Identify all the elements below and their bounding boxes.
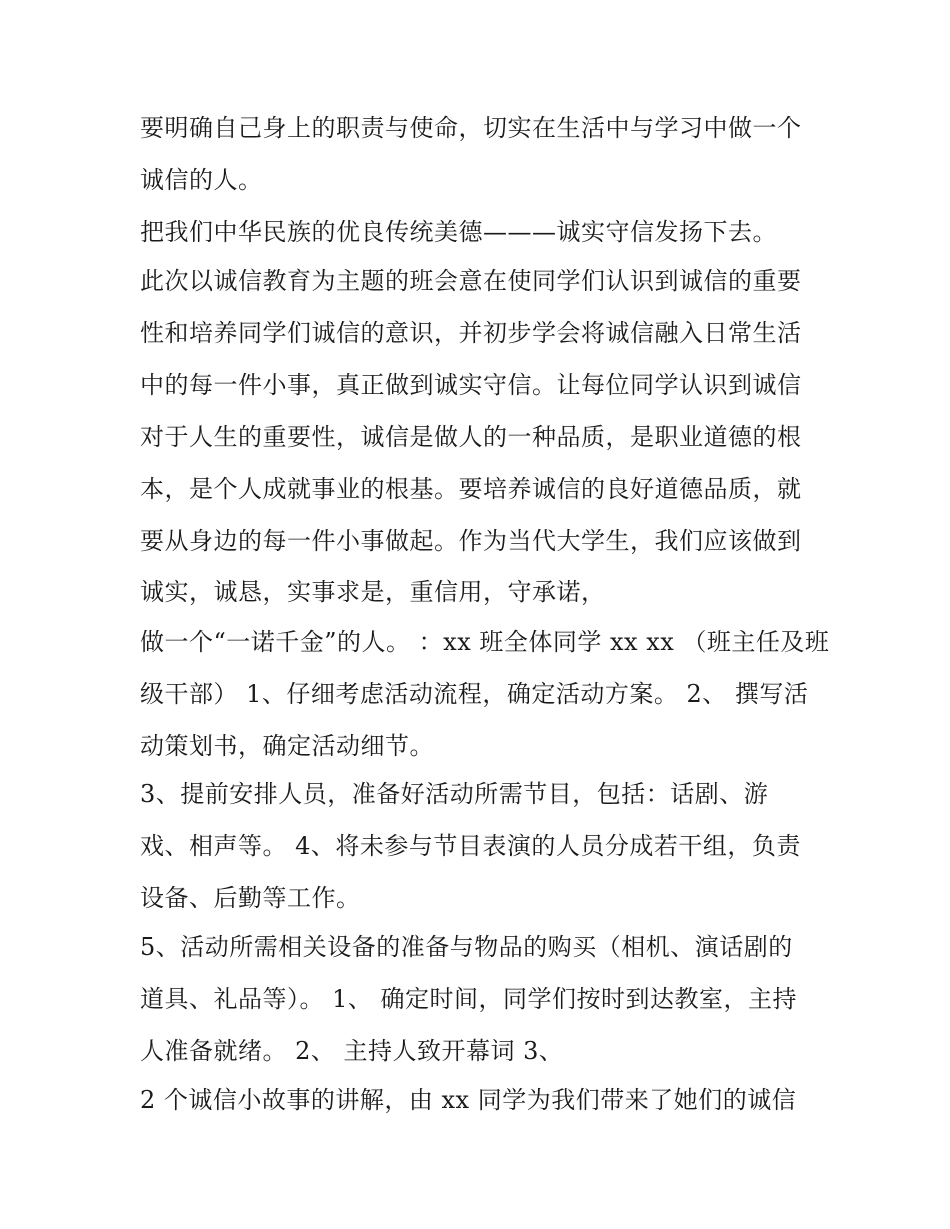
- text-line: 此次以诚信教育为主题的班会意在使同学们认识到诚信的重要: [140, 267, 802, 295]
- text-line: 2 个诚信小故事的讲解，由 xx 同学为我们带来了她们的诚信: [140, 1086, 797, 1114]
- text-line: 本，是个人成就事业的根基。要培养诚信的良好道德品质，就: [140, 475, 802, 503]
- text-line: 人准备就绪。 2、 主持人致开幕词 3、: [140, 1037, 564, 1065]
- text-line: 5、活动所需相关设备的准备与物品的购买（相机、演话剧的: [140, 933, 793, 961]
- text-line: 要从身边的每一件小事做起。作为当代大学生，我们应该做到: [140, 527, 802, 555]
- text-line: 级干部） 1、仔细考虑活动流程，确定活动方案。 2、 撰写活: [140, 680, 809, 708]
- text-line: 中的每一件小事，真正做到诚实守信。让每位同学认识到诚信: [140, 371, 802, 399]
- text-line: 对于人生的重要性，诚信是做人的一种品质，是职业道德的根: [140, 423, 802, 451]
- text-line: 性和培养同学们诚信的意识，并初步学会将诚信融入日常生活: [140, 319, 802, 347]
- text-line: 动策划书，确定活动细节。: [140, 732, 434, 760]
- text-line: 把我们中华民族的优良传统美德———诚实守信发扬下去。: [140, 218, 777, 246]
- text-line: 道具、礼品等）。 1、 确定时间，同学们按时到达教室，主持: [140, 985, 798, 1013]
- text-line: 诚信的人。: [140, 166, 263, 194]
- text-line: 3、提前安排人员，准备好活动所需节目，包括：话剧、游: [140, 780, 769, 808]
- text-line: 要明确自己身上的职责与使命，切实在生活中与学习中做一个: [140, 114, 802, 142]
- text-line: 设备、后勤等工作。: [140, 884, 361, 912]
- text-line: 戏、相声等。 4、将未参与节目表演的人员分成若干组，负责: [140, 832, 801, 860]
- text-line: 诚实，诚恳，实事求是，重信用，守承诺，: [140, 578, 606, 606]
- text-line: 做一个“一诺千金”的人。 ：xx 班全体同学 xx xx （班主任及班: [140, 628, 830, 656]
